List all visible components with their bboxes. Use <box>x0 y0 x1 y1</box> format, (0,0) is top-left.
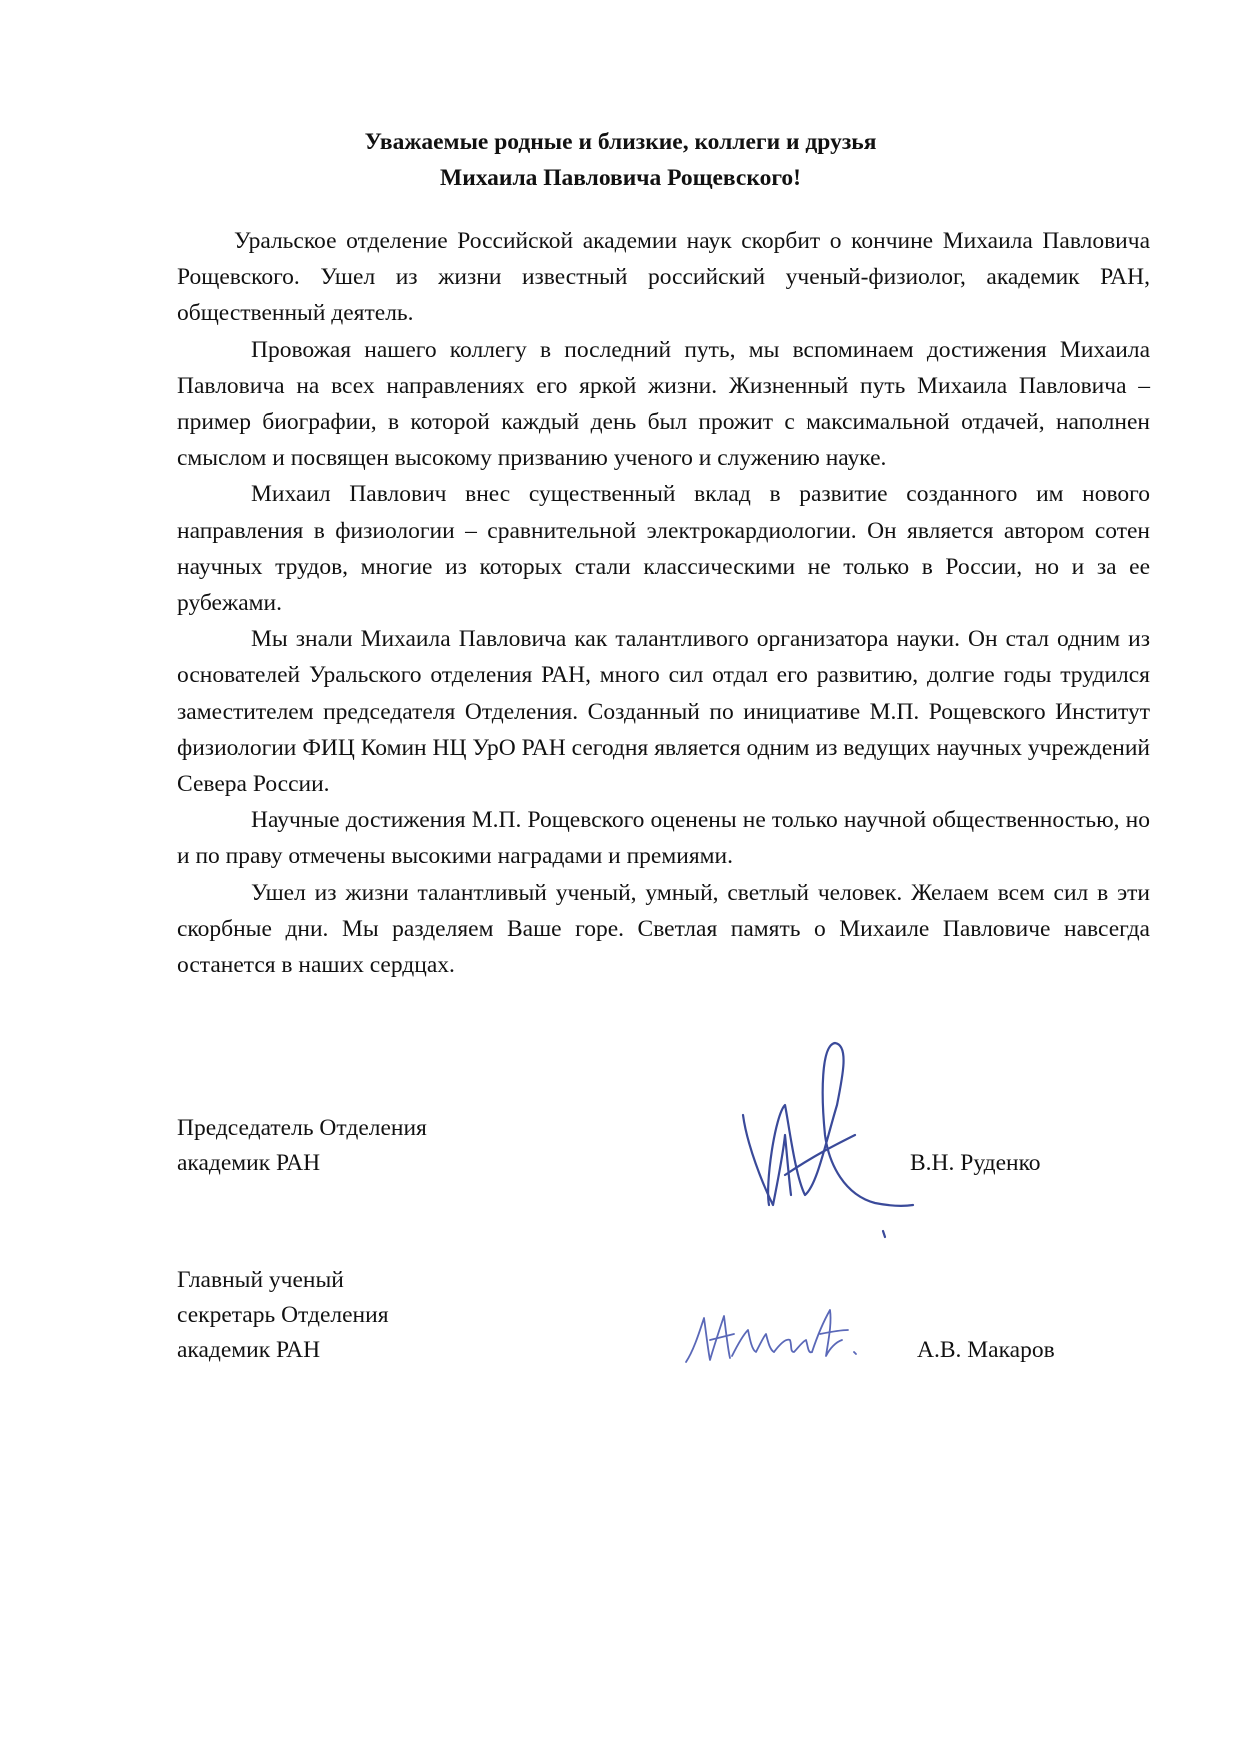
signature-rudenko <box>725 1035 935 1245</box>
paragraph: Провожая нашего коллегу в последний путь, мы вспоминаем достижения Михаила Павловича на всех направлениях его яркой жизни. Жизненный путь Михаила Павловича – пример биографии, в которой каждый день был прожит с максимальной отдачей, наполнен смыслом и посвящен высокому призванию ученого и служению науке. <box>177 336 1150 472</box>
paragraph: Научные достижения М.П. Рощевского оценены не только научной общественностью, но и по праву отмечены высокими наградами и премиями. <box>177 807 1150 870</box>
signatory-2-title-line: секретарь Отделения <box>177 1302 389 1328</box>
signatory-2-name: А.В. Макаров <box>917 1337 1055 1363</box>
heading-line-2: Михаила Павловича Рощевского! <box>440 165 801 191</box>
signature-makarov <box>680 1290 880 1390</box>
heading-line-1: Уважаемые родные и близкие, коллеги и друзья <box>364 129 877 155</box>
letter-heading <box>0 124 1241 196</box>
signatory-1-title-line: академик РАН <box>177 1150 321 1176</box>
letter-body <box>177 223 1150 983</box>
paragraph: Мы знали Михаила Павловича как талантливого организатора науки. Он стал одним из основателей Уральского отделения РАН, много сил отдал его развитию, долгие годы трудился заместителем председателя Отделения. Созданный по инициативе М.П. Рощевского Институт физиологии ФИЦ Комин НЦ УрО РАН сегодня является одним из ведущих научных учреждений Севера России. <box>177 626 1150 798</box>
signatory-2-title-line: академик РАН <box>177 1337 321 1363</box>
signatory-1-title-line: Председатель Отделения <box>177 1115 427 1141</box>
signatory-1-name: В.Н. Руденко <box>910 1150 1041 1176</box>
paragraph: Михаил Павлович внес существенный вклад в развитие созданного им нового направления в физиологии – сравнительной электрокардиологии. Он является автором сотен научных трудов, многие из которых стали классическими не только в России, но и за ее рубежами. <box>177 481 1150 617</box>
paragraph: Уральское отделение Российской академии наук скорбит о кончине Михаила Павловича Рощевского. Ушел из жизни известный российский ученый-физиолог, академик РАН, общественный деятель. <box>177 228 1150 327</box>
paragraph: Ушел из жизни талантливый ученый, умный, светлый человек. Желаем всем сил в эти скорбные дни. Мы разделяем Ваше горе. Светлая память о Михаиле Павловиче навсегда останется в наших сердцах. <box>177 879 1150 979</box>
signatory-2-title-line: Главный ученый <box>177 1267 344 1293</box>
